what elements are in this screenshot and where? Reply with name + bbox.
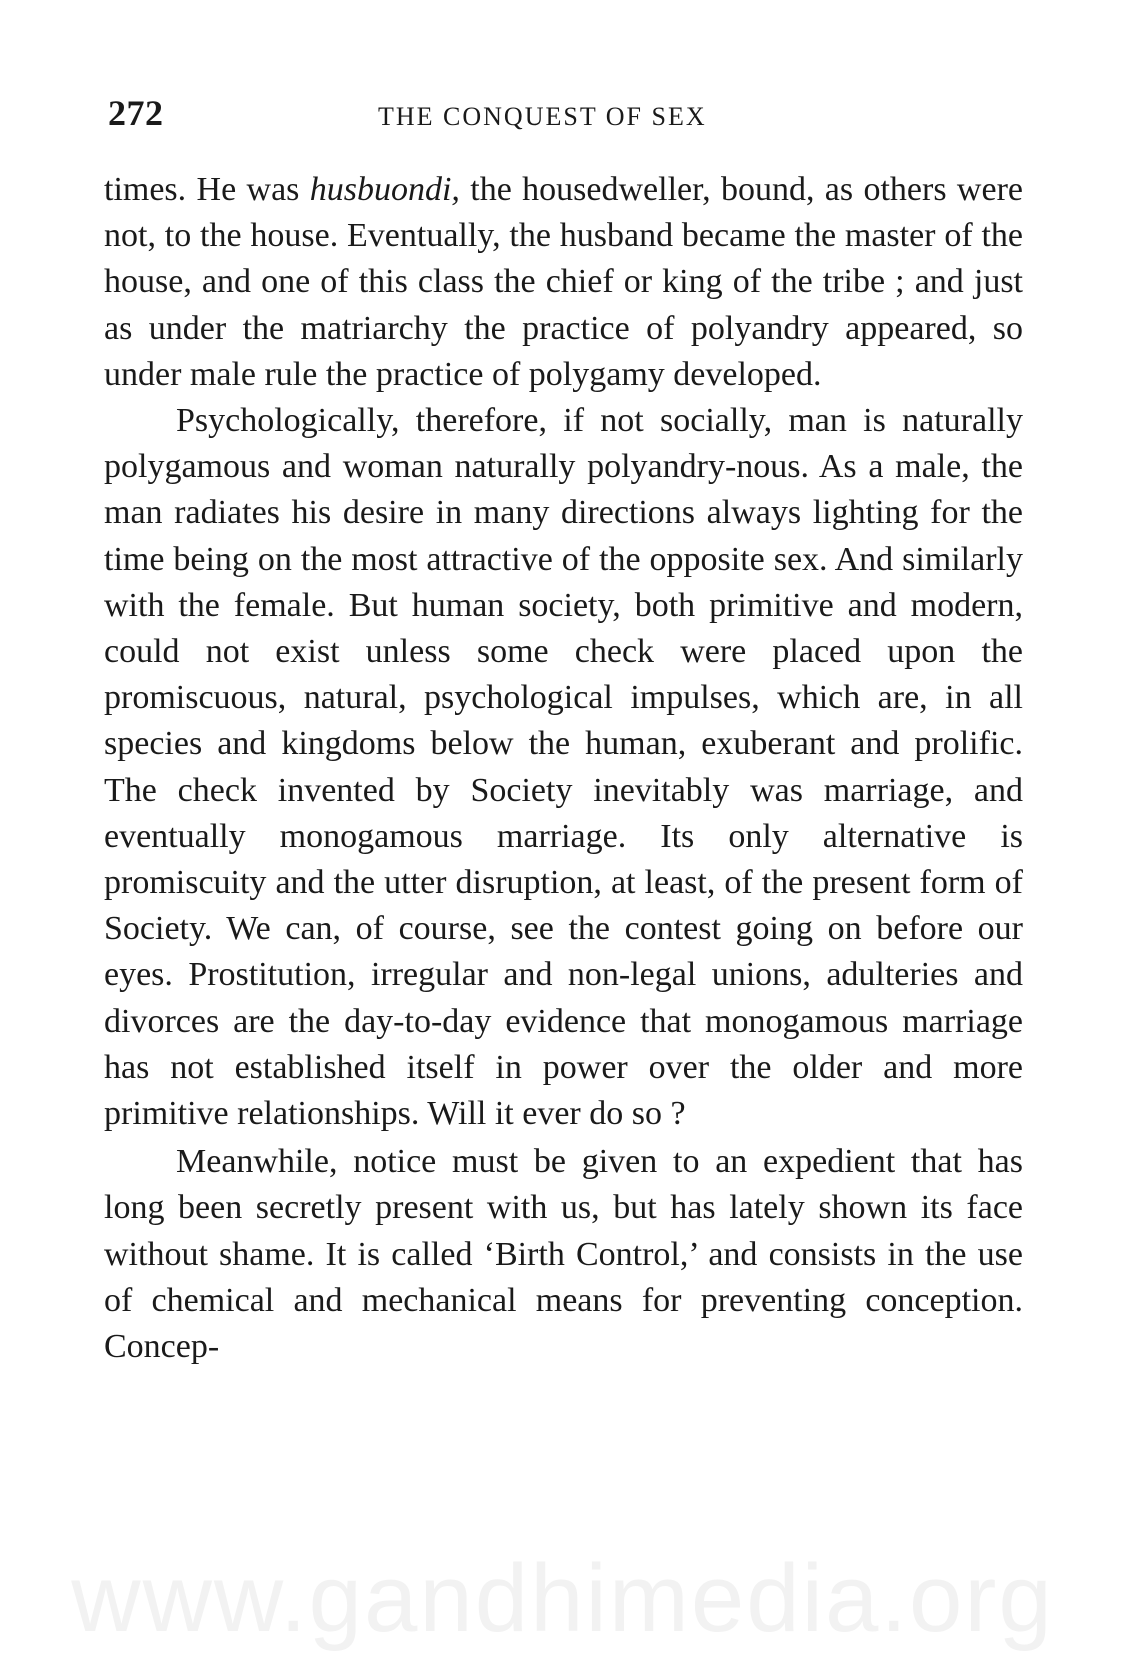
running-title: THE CONQUEST OF SEX [378, 102, 707, 131]
italic-term: husbuondi, [309, 171, 460, 208]
body-text [104, 167, 1023, 1370]
paragraph-1 [104, 167, 1023, 398]
paragraph-3: Meanwhile, notice must be given to an expedient that has long been secretly present with us, but has lately shown its face without shame. It is called ‘Birth Control,’ and consists in the use of chemical and mechanical means for preventing conception. Concep- [104, 1143, 1023, 1366]
paragraph-1-start: times. He was [104, 171, 310, 208]
page-number: 272 [108, 93, 164, 133]
watermark: www.gandhimedia.org [71, 1545, 1054, 1652]
paragraph-1-rest: the housedweller, bound, as others were not, to the house. Eventually, the husband became the master of the house, and one of this class the chief or king of the tribe ; and just as under the matriarchy the practice of polyandry appeared, so under male rule the practice of polygamy developed. [104, 171, 1023, 393]
paragraph-2: Psychologically, therefore, if not socially, man is naturally polygamous and woman naturally polyandry-nous. As a male, the man radiates his desire in many directions always lighting for the time being on the most attractive of the opposite sex. And similarly with the female. But human society, both primitive and modern, could not exist unless some check were placed upon the promiscuous, natural, psychological impulses, which are, in all species and kingdoms below the human, exuberant and prolific. The check invented by Society inevitably was marriage, and eventually monogamous marriage. Its only alternative is promiscuity and the utter disruption, at least, of the present form of Society. We can, of course, see the contest going on before our eyes. Prostitution, irregular and non-legal unions, adulteries and divorces are the day-to-day evidence that monogamous marriage has not established itself in power over the older and more primitive relationships. Will it ever do so ? [104, 402, 1023, 1133]
running-head [108, 92, 1023, 142]
